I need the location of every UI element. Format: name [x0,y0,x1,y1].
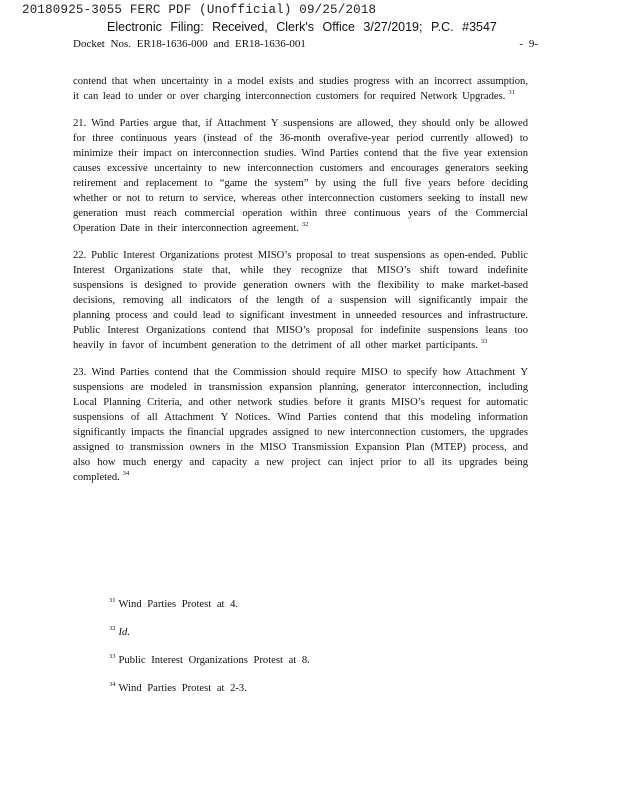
paragraph-21 [73,116,528,236]
footnote-33 [109,653,310,668]
paragraph-22 [73,248,528,353]
footnote-ref: 31 [508,89,515,96]
footnote-text: Wind Parties Protest at 2-3. [118,683,247,694]
footnote-number: 31 [109,597,116,604]
paragraph-text: 21. Wind Parties argue that, if Attachment Y suspensions are allowed, they should only be allowed for three continuous years (instead of the 36-month overafive-year period currently allowed) to minimize their impact on interconnection studies. Wind Parties contend that the five year extension causes excessive uncertainty to new interconnection customers and encourages generators seeking retirement and replacement to “game the system” by using the full five years before deciding whether or not to return to service, whereas other interconnection customers seeking to install new generation must reach commercial operation within three continuous years of the Commercial Operation Date in their interconnection agreement. [73,118,528,234]
footnote-text: Id. [118,627,130,638]
paragraph-23 [73,365,528,485]
footnote-number: 33 [109,653,116,660]
footnote-32 [109,625,310,640]
footnotes [109,597,310,709]
filing-line: Electronic Filing: Received, Clerk's Office 3/27/2019; P.C. #3547 [107,20,497,34]
paragraph-text: contend that when uncertainty in a model exists and studies progress with an incorrect assumption, it can lead to under or over charging interconnection customers for required Network Upgrades. [73,76,528,102]
docket-numbers: Docket Nos. ER18-1636-000 and ER18-1636-001 [73,38,306,50]
ferc-stamp: 20180925-3055 FERC PDF (Unofficial) 09/25/2018 [22,3,377,17]
footnote-text: Public Interest Organizations Protest at 8. [118,655,310,666]
footnote-ref: 34 [122,470,130,477]
footnote-31 [109,597,310,612]
docket-line [73,38,538,50]
footnote-ref: 33 [480,338,488,345]
footnote-number: 32 [109,625,116,632]
footnote-34 [109,681,310,696]
footnote-number: 34 [109,681,116,688]
paragraph-text: 23. Wind Parties contend that the Commission should require MISO to specify how Attachment Y suspensions are modeled in transmission expansion planning, generator interconnection, including Local Planning Criteria, and other network studies before it grants MISO’s request for automatic suspensions of all Attachment Y Notices. Wind Parties contend that this modeling information significantly impacts the financial upgrades assigned to new interconnection customers, the upgrades assigned to transmission owners in the MISO Transmission Expansion Plan (MTEP) process, and also how much energy and capacity a new project can inject prior to all its upgrades being completed. [73,367,528,483]
document-body [73,74,528,497]
paragraph-continuation [73,74,528,104]
page-number: - 9- [519,38,538,50]
footnote-ref: 32 [301,221,309,228]
paragraph-text: 22. Public Interest Organizations protest MISO’s proposal to treat suspensions as open-ended. Public Interest Organizations state that, while they recognize that MISO’s shift toward indefinite suspensions is designed to provide generation owners with the flexibility to make market-based decisions, removing all indicators of the length of a suspension will significantly impair the planning process and could lead to significant investment in unneeded resources and infrastructure. Public Interest Organizations contend that MISO’s proposal for indefinite suspensions leans too heavily in favor of incumbent generation to the detriment of all other market participants. [73,250,528,351]
footnote-text: Wind Parties Protest at 4. [118,599,239,610]
